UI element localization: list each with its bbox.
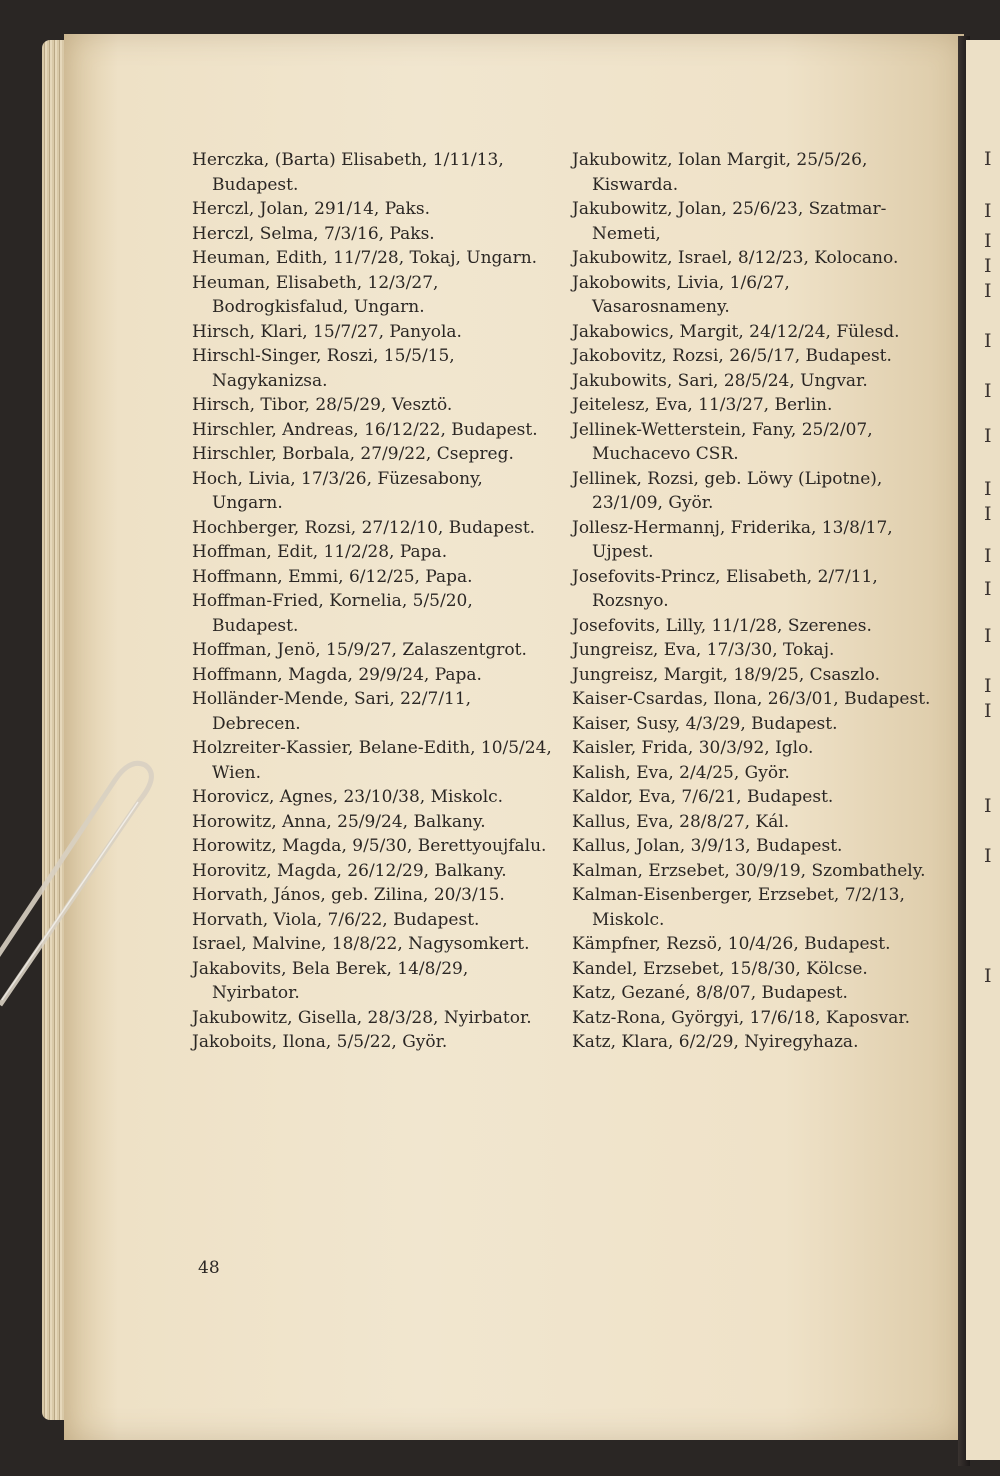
list-item: Heuman, Elisabeth, 12/3/27, Bodrogkisfalud, Ungarn. — [192, 272, 439, 317]
list-item: Katz, Klara, 6/2/29, Nyiregyhaza. — [572, 1032, 859, 1052]
list-item: Jakubowits, Sari, 28/5/24, Ungvar. — [572, 370, 868, 391]
list-item: Kalman, Erzsebet, 30/9/19, Szombathely. — [572, 860, 926, 881]
list-item: Jakoboits, Ilona, 5/5/22, Györ. — [192, 1032, 448, 1052]
list-item: Hoffman, Edit, 11/2/28, Papa. — [192, 542, 448, 562]
next-page-glyph: I — [984, 330, 992, 352]
next-page-glyph: I — [984, 380, 992, 402]
list-item: Herczka, (Barta) Elisabeth, 1/11/13, Budapest. — [192, 150, 504, 195]
paper-clip-icon — [0, 760, 190, 1020]
list-item: Kämpfner, Rezsö, 10/4/26, Budapest. — [572, 934, 891, 954]
next-page-glyph: I — [984, 675, 992, 697]
list-item: Katz-Rona, Györgyi, 17/6/18, Kaposvar. — [572, 1007, 910, 1028]
list-item: Jeitelesz, Eva, 11/3/27, Berlin. — [572, 395, 833, 415]
next-page-glyph: I — [984, 795, 992, 817]
next-page-glyph: I — [984, 478, 992, 500]
list-item: Jakubowitz, Israel, 8/12/23, Kolocano. — [572, 248, 899, 268]
list-item: Josefovits-Princz, Elisabeth, 2/7/11, Rozsnyo. — [572, 566, 878, 611]
next-page-glyph: I — [984, 578, 992, 600]
list-item: Jakubowitz, Iolan Margit, 25/5/26, Kiswarda. — [572, 150, 868, 195]
next-page-glyph: I — [984, 965, 992, 987]
list-item: Jakobowits, Livia, 1/6/27, Vasarosnameny. — [572, 272, 790, 317]
list-item: Hoffman, Jenö, 15/9/27, Zalaszentgrot. — [192, 640, 527, 660]
list-item: Hoch, Livia, 17/3/26, Füzesabony, Ungarn. — [192, 468, 483, 513]
list-item: Hirschler, Andreas, 16/12/22, Budapest. — [192, 419, 538, 440]
list-item: Horowitz, Magda, 9/5/30, Berettyoujfalu. — [192, 836, 547, 856]
next-page-glyph: I — [984, 148, 992, 170]
list-item: Kaiser, Susy, 4/3/29, Budapest. — [572, 713, 838, 734]
list-item: Hirschl-Singer, Roszi, 15/5/15, Nagykanizsa. — [192, 346, 455, 391]
next-page-glyph: I — [984, 200, 992, 222]
page-number: 48 — [198, 1258, 220, 1278]
list-item: Horvath, Viola, 7/6/22, Budapest. — [192, 909, 480, 930]
list-item: Jakubowitz, Gisella, 28/3/28, Nyirbator. — [192, 1007, 532, 1028]
next-page-glyph: I — [984, 700, 992, 722]
next-page-glyph: I — [984, 503, 992, 525]
list-item: Hirsch, Tibor, 28/5/29, Vesztö. — [192, 395, 453, 415]
right-column — [572, 148, 932, 1055]
list-item: Hoffmann, Emmi, 6/12/25, Papa. — [192, 566, 473, 587]
list-item: Kaiser-Csardas, Ilona, 26/3/01, Budapest. — [572, 689, 931, 709]
list-item: Kalman-Eisenberger, Erzsebet, 7/2/13, Miskolc. — [572, 885, 905, 930]
list-item: Hoffman-Fried, Kornelia, 5/5/20, Budapest. — [192, 591, 473, 636]
list-item: Jakabowics, Margit, 24/12/24, Fülesd. — [572, 321, 900, 342]
list-item: Israel, Malvine, 18/8/22, Nagysomkert. — [192, 934, 530, 954]
next-page-glyph: I — [984, 545, 992, 567]
list-item: Kallus, Eva, 28/8/27, Kál. — [572, 811, 790, 832]
list-item: Jungreisz, Eva, 17/3/30, Tokaj. — [572, 640, 835, 660]
list-item: Kalish, Eva, 2/4/25, Györ. — [572, 762, 790, 783]
list-item: Jakubowitz, Jolan, 25/6/23, Szatmar-Nemeti, — [572, 199, 887, 244]
next-page-glyph: I — [984, 230, 992, 252]
list-item: Jellinek-Wetterstein, Fany, 25/2/07, Muchacevo CSR. — [572, 419, 873, 464]
list-item: Jakobovitz, Rozsi, 26/5/17, Budapest. — [572, 346, 892, 366]
next-page-glyph: I — [984, 280, 992, 302]
list-item: Horowitz, Anna, 25/9/24, Balkany. — [192, 811, 486, 832]
list-item: Hoffmann, Magda, 29/9/24, Papa. — [192, 664, 482, 685]
list-item: Kandel, Erzsebet, 15/8/30, Kölcse. — [572, 958, 868, 979]
next-page-glyph: I — [984, 255, 992, 277]
next-page-glyph: I — [984, 425, 992, 447]
list-item: Jungreisz, Margit, 18/9/25, Csaszlo. — [572, 664, 881, 685]
next-page-edge — [966, 40, 1000, 1460]
list-item: Jellinek, Rozsi, geb. Löwy (Lipotne), 23/1/09, Györ. — [572, 468, 883, 513]
list-item: Jollesz-Hermannj, Friderika, 13/8/17, Ujpest. — [572, 517, 893, 562]
list-item: Horvath, János, geb. Zilina, 20/3/15. — [192, 885, 505, 905]
list-item: Herczl, Jolan, 291/14, Paks. — [192, 199, 430, 219]
list-item: Jakabovits, Bela Berek, 14/8/29, Nyirbator. — [192, 958, 469, 1003]
list-item: Holländer-Mende, Sari, 22/7/11, Debrecen. — [192, 689, 472, 734]
list-item: Horovicz, Agnes, 23/10/38, Miskolc. — [192, 787, 504, 807]
list-item: Holzreiter-Kassier, Belane-Edith, 10/5/24, Wien. — [192, 738, 552, 783]
list-item: Katz, Gezané, 8/8/07, Budapest. — [572, 983, 848, 1003]
next-page-glyph: I — [984, 625, 992, 647]
left-column — [192, 148, 552, 1055]
list-item: Kallus, Jolan, 3/9/13, Budapest. — [572, 836, 843, 856]
next-page-glyph: I — [984, 845, 992, 867]
list-item: Josefovits, Lilly, 11/1/28, Szerenes. — [572, 615, 872, 636]
list-item: Hirschler, Borbala, 27/9/22, Csepreg. — [192, 444, 514, 464]
list-item: Herczl, Selma, 7/3/16, Paks. — [192, 223, 435, 244]
list-item: Heuman, Edith, 11/7/28, Tokaj, Ungarn. — [192, 248, 538, 268]
list-item: Kaldor, Eva, 7/6/21, Budapest. — [572, 787, 834, 807]
list-item: Horovitz, Magda, 26/12/29, Balkany. — [192, 860, 507, 881]
list-item: Hochberger, Rozsi, 27/12/10, Budapest. — [192, 517, 536, 538]
list-item: Hirsch, Klari, 15/7/27, Panyola. — [192, 321, 462, 342]
list-item: Kaisler, Frida, 30/3/92, Iglo. — [572, 738, 814, 758]
